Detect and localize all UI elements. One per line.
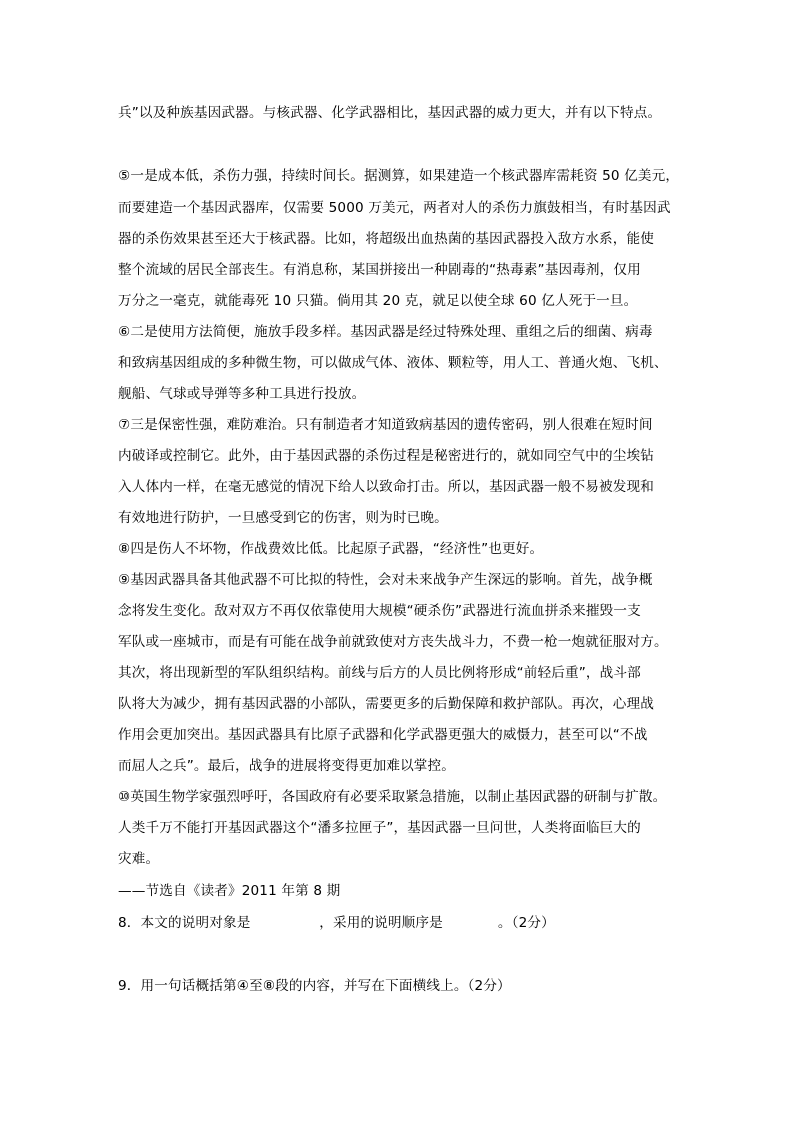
source-citation: ——节选自《读者》2011 年第 8 期: [118, 883, 341, 899]
question-8: 8．本文的说明对象是 ，采用的说明顺序是 。（2分）: [118, 915, 555, 931]
paragraph-9-line: 念将发生变化。敌对双方不再仅依靠使用大规模“硬杀伤”武器进行流血拼杀来摧毁一支: [118, 603, 641, 619]
paragraph-7-line: 有效地进行防护，一旦感受到它的伤害，则为时已晚。: [118, 510, 448, 526]
paragraph-7-line: 入人体内一样，在毫无感觉的情况下给人以致命打击。所以，基因武器一般不易被发现和: [118, 479, 655, 495]
paragraph-9-line: 军队或一座城市，而是有可能在战争前就致使对方丧失战斗力，不费一枪一炮就征服对方。: [118, 634, 668, 650]
paragraph-5-line: 万分之一毫克，就能毒死 10 只猫。倘用其 20 克，就足以使全球 60 亿人死于一旦。: [118, 293, 638, 309]
paragraph-10-line: 人类千万不能打开基因武器这个“潘多拉匣子”，基因武器一旦问世，人类将面临巨大的: [118, 820, 641, 836]
paragraph-10-line: ⑩英国生物学家强烈呼吁，各国政府有必要采取紧急措施，以制止基因武器的研制与扩散。: [118, 789, 667, 805]
paragraph-6-line: ⑥二是使用方法简便，施放手段多样。基因武器是经过特殊处理、重组之后的细菌、病毒: [118, 324, 653, 340]
question-9: 9．用一句话概括第④至⑧段的内容，并写在下面横线上。（2分）: [118, 978, 511, 994]
paragraph-5-line: 器的杀伤效果甚至还大于核武器。比如，将超级出血热菌的基因武器投入敌方水系，能使: [118, 231, 655, 247]
paragraph-7-line: ⑦三是保密性强，难防难治。只有制造者才知道致病基因的遗传密码，别人很难在短时间: [118, 417, 653, 433]
paragraph-6-line: 舰船、气球或导弹等多种工具进行投放。: [118, 386, 366, 402]
paragraph-5-line: ⑤一是成本低，杀伤力强，持续时间长。据测算，如果建造一个核武器库需耗资 50 亿美元，: [118, 168, 680, 184]
paragraph-6-line: 和致病基因组成的多种微生物，可以做成气体、液体、颗粒等，用人工、普通火炮、飞机、: [118, 355, 668, 371]
paragraph-9-line: 而屈人之兵”。最后，战争的进展将变得更加难以掌控。: [118, 758, 456, 774]
paragraph-8-line: ⑧四是伤人不坏物，作战费效比低。比起原子武器，“经济性”也更好。: [118, 541, 544, 557]
paragraph-5-line: 而要建造一个基因武器库，仅需要 5000 万美元，两者对人的杀伤力旗鼓相当，有时基因武: [118, 200, 671, 216]
paragraph-9-line: ⑨基因武器具备其他武器不可比拟的特性，会对未来战争产生深远的影响。首先，战争概: [118, 572, 653, 588]
paragraph-10-line: 灾难。: [118, 851, 160, 867]
paragraph-7-line: 内破译或控制它。此外，由于基因武器的杀伤过程是秘密进行的，就如同空气中的尘埃钻: [118, 448, 655, 464]
paragraph-line: 兵”以及种族基因武器。与核武器、化学武器相比，基因武器的威力更大，并有以下特点。: [118, 105, 662, 121]
paragraph-9-line: 作用会更加突出。基因武器具有比原子武器和化学武器更强大的威慑力，甚至可以“不战: [118, 727, 648, 743]
paragraph-9-line: 队将大为减少，拥有基因武器的小部队，需要更多的后勤保障和救护部队。再次，心理战: [118, 696, 655, 712]
paragraph-9-line: 其次，将出现新型的军队组织结构。前线与后方的人员比例将形成“前轻后重”，战斗部: [118, 665, 641, 681]
paragraph-5-line: 整个流域的居民全部丧生。有消息称，某国拼接出一种剧毒的“热毒素”基因毒剂，仅用: [118, 262, 641, 278]
